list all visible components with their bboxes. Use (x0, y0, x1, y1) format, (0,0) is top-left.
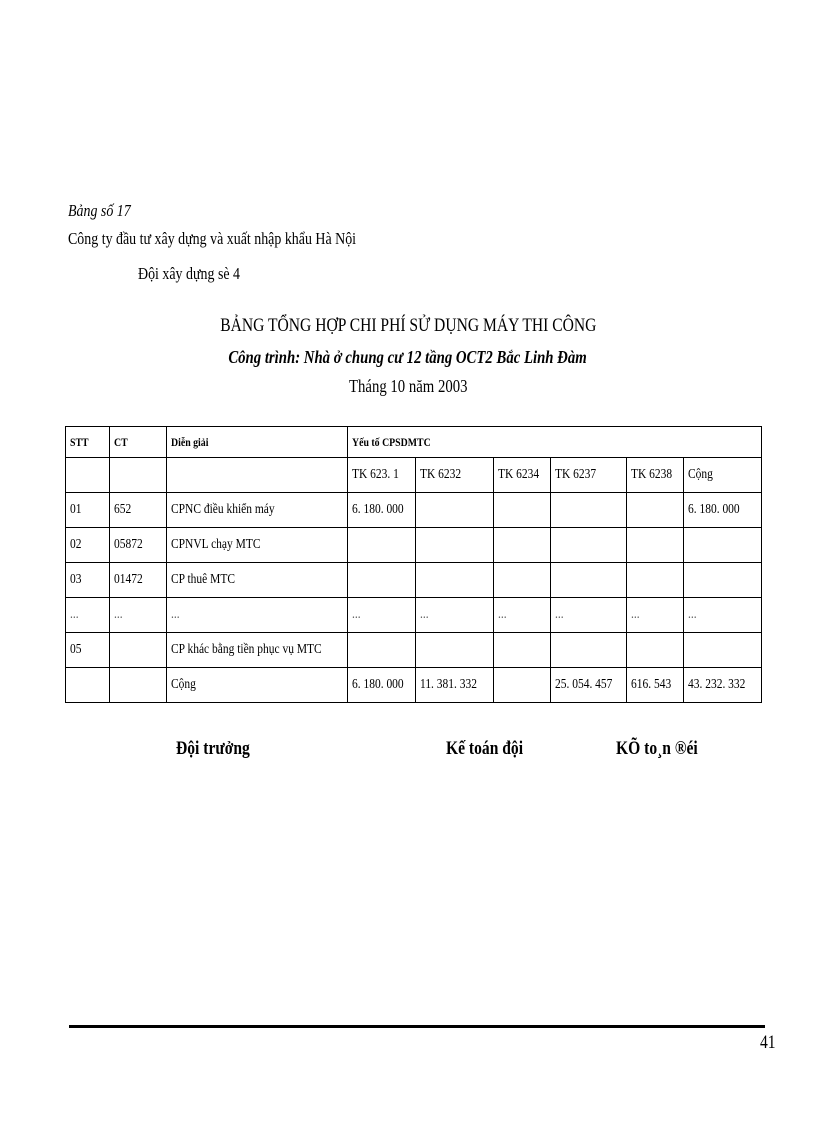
page-number: 41 (760, 1032, 776, 1053)
table-cell (494, 668, 551, 703)
table-cell: 11. 381. 332 (416, 668, 494, 703)
signature-team-accountant: Kế toán đội (446, 738, 524, 759)
table-cell: ... (684, 598, 762, 633)
table-cell (684, 633, 762, 668)
header-cell-stt: STT (66, 427, 110, 458)
footer-rule (69, 1025, 765, 1028)
table-cell: 6. 180. 000 (684, 493, 762, 528)
table-cell (416, 528, 494, 563)
table-cell (110, 633, 167, 668)
table-cell (551, 633, 627, 668)
table-cell: 6. 180. 000 (348, 668, 416, 703)
table-row (66, 563, 762, 598)
table-cell: 25. 054. 457 (551, 668, 627, 703)
table-cell: ... (494, 598, 551, 633)
table-cell: ... (66, 598, 110, 633)
table-cell: ... (627, 598, 684, 633)
table-cell (110, 458, 167, 493)
table-cell: 43. 232. 332 (684, 668, 762, 703)
table-cell: CP khác bằng tiền phục vụ MTC (167, 633, 348, 668)
table-cell (494, 493, 551, 528)
table-cell (551, 563, 627, 598)
table-cell (684, 528, 762, 563)
total-row (66, 668, 762, 703)
subheader-cell: TK 6234 (494, 458, 551, 493)
table-cell (627, 633, 684, 668)
signature-team-leader: Đội trưởng (176, 738, 250, 759)
table-cell: CPNVL chạy MTC (167, 528, 348, 563)
table-row (66, 528, 762, 563)
table-cell: ... (348, 598, 416, 633)
table-cell: CP thuê MTC (167, 563, 348, 598)
table-cell: 01 (66, 493, 110, 528)
table-cell: CPNC điều khiển máy (167, 493, 348, 528)
table-cell: 652 (110, 493, 167, 528)
project-name (0, 347, 816, 368)
company-name: Công ty đầu tư xây dựng và xuất nhập khẩu Hà Nội (68, 229, 357, 248)
table-cell (627, 563, 684, 598)
header-row (66, 427, 762, 458)
team-name: Đội xây dựng sè 4 (138, 264, 241, 283)
table-cell: ... (167, 598, 348, 633)
table-cell: Cộng (167, 668, 348, 703)
table-cell (416, 493, 494, 528)
subheader-row (66, 458, 762, 493)
table-cell (416, 633, 494, 668)
document-title-text: BẢNG TỔNG HỢP CHI PHÍ SỬ DỤNG MÁY THI CÔNG (219, 315, 597, 336)
table-row (66, 493, 762, 528)
table-cell (684, 563, 762, 598)
table-cell (494, 563, 551, 598)
table-number: Bảng số 17 (68, 201, 131, 220)
table-cell (167, 458, 348, 493)
subheader-cell: TK 6238 (627, 458, 684, 493)
table-cell (348, 633, 416, 668)
signature-chief-accountant: KÕ to¸n ®éi (616, 738, 698, 759)
table-row (66, 598, 762, 633)
period (0, 376, 816, 397)
table-cell: 02 (66, 528, 110, 563)
table-cell (66, 668, 110, 703)
period-text: Tháng 10 năm 2003 (348, 376, 468, 396)
table-cell (494, 633, 551, 668)
table-cell (348, 528, 416, 563)
table-cell: 05 (66, 633, 110, 668)
table-cell: 616. 543 (627, 668, 684, 703)
subheader-cell: TK 6237 (551, 458, 627, 493)
table-cell: ... (110, 598, 167, 633)
table-cell (494, 528, 551, 563)
table-cell: 05872 (110, 528, 167, 563)
table-cell (416, 563, 494, 598)
table-cell (627, 493, 684, 528)
table-cell: 03 (66, 563, 110, 598)
subheader-cell: Cộng (684, 458, 762, 493)
header-cell-ct: CT (110, 427, 167, 458)
header-cell-description: Diễn giải (167, 427, 348, 458)
table-cell: ... (551, 598, 627, 633)
subheader-cell: TK 623. 1 (348, 458, 416, 493)
table-cell: ... (416, 598, 494, 633)
table-row (66, 633, 762, 668)
subheader-cell: TK 6232 (416, 458, 494, 493)
table-cell (110, 668, 167, 703)
table-cell (551, 493, 627, 528)
document-title (0, 315, 816, 337)
table-cell: 01472 (110, 563, 167, 598)
cost-summary-table (65, 426, 762, 703)
table-cell (66, 458, 110, 493)
table-cell: 6. 180. 000 (348, 493, 416, 528)
project-name-text: Công trình: Nhà ở chung cư 12 tầng OCT2 Bắc Linh Đàm (228, 347, 588, 367)
table-cell (627, 528, 684, 563)
table-cell (551, 528, 627, 563)
table-cell (348, 563, 416, 598)
header-cell-cost-elements: Yếu tố CPSDMTC (348, 427, 762, 458)
